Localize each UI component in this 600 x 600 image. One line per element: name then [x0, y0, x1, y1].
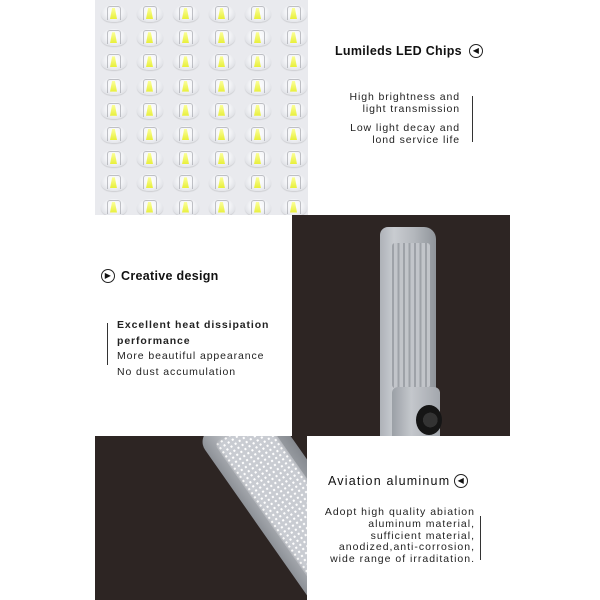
desc-line: light transmission	[362, 102, 460, 115]
led-chip	[205, 26, 241, 50]
led-chip	[169, 2, 205, 26]
aviation-aluminum-heading	[328, 474, 468, 488]
lamp-housing	[380, 227, 436, 436]
led-chip	[169, 26, 205, 50]
lamp-front-image	[95, 436, 307, 600]
led-panel	[214, 436, 307, 600]
led-chip	[241, 2, 277, 26]
led-chip	[277, 196, 308, 216]
led-chip	[241, 50, 277, 74]
led-chip	[169, 99, 205, 123]
led-chip	[133, 2, 169, 26]
led-chip	[241, 147, 277, 171]
desc-line: More beautiful appearance	[117, 350, 265, 362]
aviation-aluminum-heading-text: Aviation aluminum	[328, 474, 451, 488]
lumileds-heading	[335, 44, 483, 58]
led-chip	[241, 123, 277, 147]
led-chip	[169, 147, 205, 171]
lumileds-description	[350, 92, 461, 146]
led-chip	[133, 26, 169, 50]
divider-line	[480, 516, 481, 560]
led-chip	[205, 50, 241, 74]
lamp-housing	[197, 436, 307, 600]
led-chip	[97, 75, 133, 99]
desc-line: wide range of irraditation.	[330, 553, 475, 566]
led-chip	[169, 196, 205, 216]
heatsink-fins	[392, 243, 430, 388]
led-chip	[169, 75, 205, 99]
desc-line: aluminum material,	[368, 517, 475, 530]
desc-line: No dust accumulation	[117, 365, 236, 378]
led-chip	[277, 26, 308, 50]
mount-knob	[416, 405, 442, 435]
led-chip	[133, 50, 169, 74]
led-chip	[97, 147, 133, 171]
led-chip	[277, 50, 308, 74]
divider-line	[107, 323, 108, 365]
led-chip	[133, 196, 169, 216]
led-chip	[241, 75, 277, 99]
led-chip	[133, 171, 169, 195]
led-chip	[205, 196, 241, 216]
led-chip	[205, 147, 241, 171]
led-chip	[169, 50, 205, 74]
lamp-back-image	[292, 215, 510, 436]
led-chip	[169, 171, 205, 195]
led-chip	[277, 123, 308, 147]
desc-line: anodized,anti-corrosion,	[338, 541, 475, 554]
desc-line: Adopt high quality abiation	[324, 506, 475, 518]
arrow-left-circle-icon: ◀	[454, 474, 468, 488]
arrow-left-circle-icon: ◀	[469, 44, 483, 58]
led-chip	[241, 26, 277, 50]
led-chip	[277, 75, 308, 99]
led-chip	[97, 99, 133, 123]
creative-design-heading-text: Creative design	[121, 269, 219, 283]
desc-line: sufficient material,	[370, 529, 475, 542]
led-chip	[97, 123, 133, 147]
led-chip	[97, 171, 133, 195]
led-chip	[97, 196, 133, 216]
led-chip	[241, 99, 277, 123]
led-chip	[205, 75, 241, 99]
led-chip	[133, 123, 169, 147]
led-chip	[205, 2, 241, 26]
led-chip	[205, 171, 241, 195]
led-chip	[133, 147, 169, 171]
led-chip	[169, 123, 205, 147]
arrow-right-circle-icon: ▶	[101, 269, 115, 283]
led-chip	[133, 99, 169, 123]
led-chip	[277, 171, 308, 195]
led-chip	[241, 171, 277, 195]
divider-line	[472, 96, 473, 142]
led-chip	[97, 50, 133, 74]
aviation-aluminum-description	[325, 507, 475, 566]
desc-line: Low light decay and	[350, 122, 460, 134]
led-chip	[277, 2, 308, 26]
desc-line: High brightness and	[349, 91, 460, 103]
lumileds-heading-text: Lumileds LED Chips	[335, 44, 462, 58]
creative-design-description	[117, 318, 269, 380]
led-chips-image	[95, 0, 308, 215]
led-chip	[205, 123, 241, 147]
led-chip	[97, 2, 133, 26]
led-chip	[133, 75, 169, 99]
desc-line: Excellent heat dissipation	[117, 319, 270, 331]
led-chip	[277, 99, 308, 123]
led-chip-grid	[97, 2, 308, 215]
desc-line: performance	[117, 334, 191, 347]
led-chip	[277, 147, 308, 171]
led-chip	[241, 196, 277, 216]
led-chip	[97, 26, 133, 50]
led-chip	[205, 99, 241, 123]
creative-design-heading	[101, 269, 219, 283]
desc-line: lond service life	[372, 133, 460, 146]
